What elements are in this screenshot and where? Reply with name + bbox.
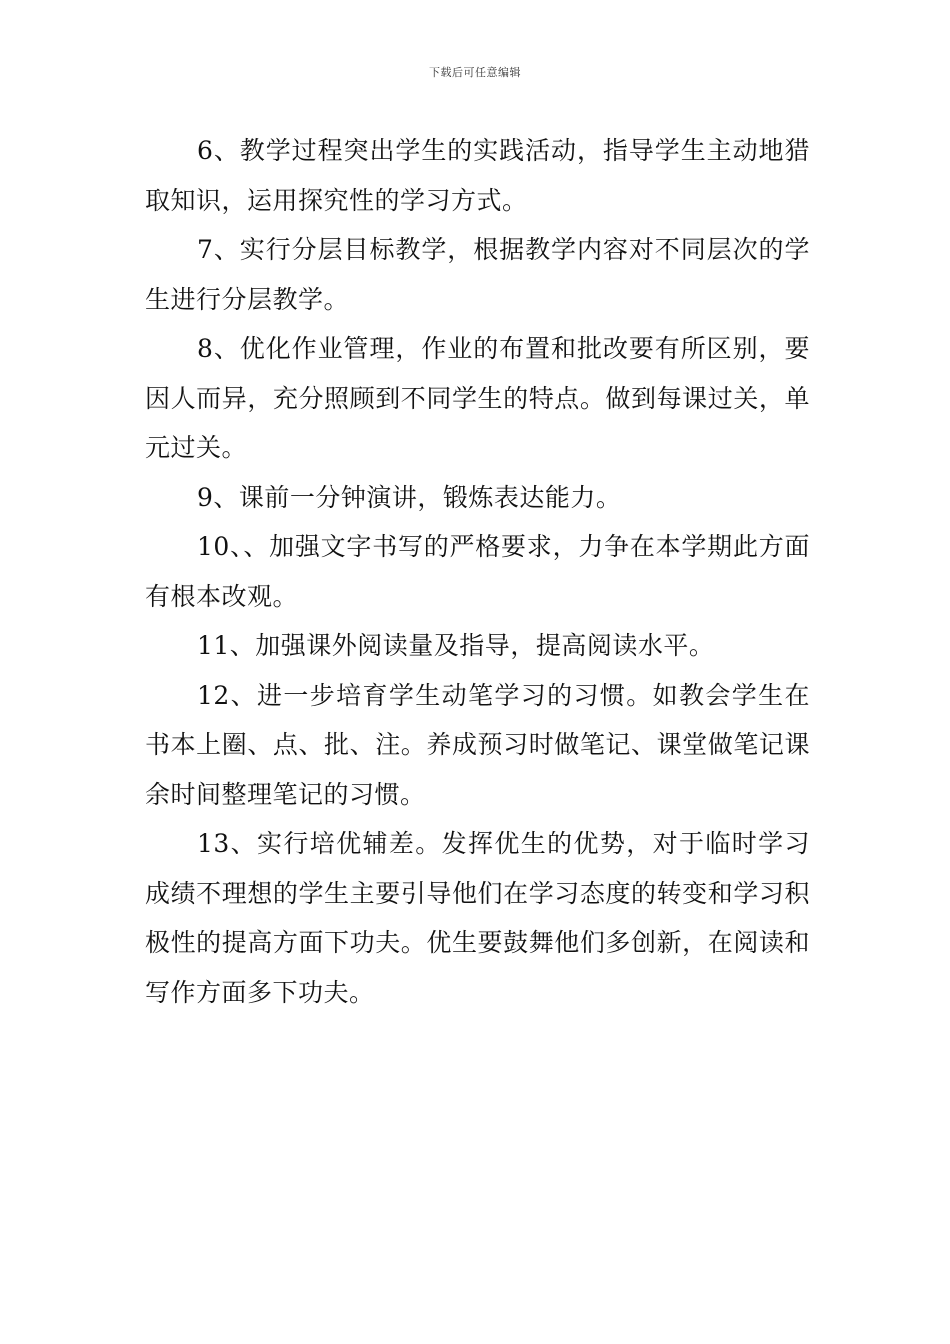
document-body xyxy=(145,126,810,1017)
page-header-note: 下载后可任意编辑 xyxy=(429,66,521,79)
paragraph-item-7: 7、实行分层目标教学，根据教学内容对不同层次的学生进行分层教学。 xyxy=(145,235,810,314)
paragraph-item-13: 13、实行培优辅差。发挥优生的优势，对于临时学习成绩不理想的学生主要引导他们在学习态度的转变和学习积极性的提高方面下功夫。优生要鼓舞他们多创新，在阅读和写作方面多下功夫。 xyxy=(145,829,810,1007)
paragraph-item-10: 10、、加强文字书写的严格要求，力争在本学期此方面有根本改观。 xyxy=(145,532,810,611)
paragraph-item-8: 8、优化作业管理，作业的布置和批改要有所区别，要因人而异，充分照顾到不同学生的特点。做到每课过关，单元过关。 xyxy=(145,334,810,462)
paragraph-item-12: 12、进一步培育学生动笔学习的习惯。如教会学生在书本上圈、点、批、注。养成预习时做笔记、课堂做笔记课余时间整理笔记的习惯。 xyxy=(145,680,810,809)
paragraph-item-9: 9、课前一分钟演讲，锻炼表达能力。 xyxy=(197,482,622,512)
paragraph-item-6: 6、教学过程突出学生的实践活动，指导学生主动地猎取知识，运用探究性的学习方式。 xyxy=(145,136,810,215)
paragraph-item-11: 11、加强课外阅读量及指导，提高阅读水平。 xyxy=(197,631,715,660)
